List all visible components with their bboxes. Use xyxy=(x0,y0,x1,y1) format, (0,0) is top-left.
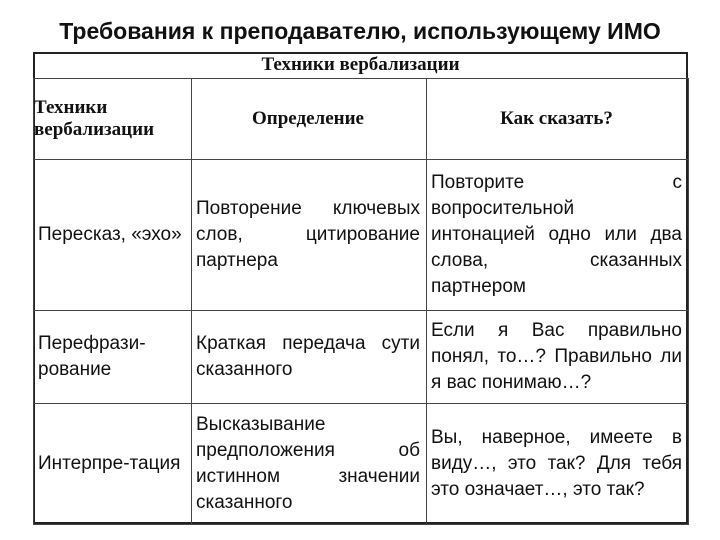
header-how-to-say: Как сказать? xyxy=(427,79,689,160)
verbalization-table xyxy=(33,78,689,525)
slide-title: Требования к преподавателю, использующему ИМО xyxy=(59,18,661,44)
term-cell: Пересказ, «эхо» xyxy=(34,160,192,311)
table-row xyxy=(34,404,689,525)
header-definition: Определение xyxy=(192,79,427,160)
table-header-row xyxy=(34,79,689,160)
how-cell: Если я Вас правильно понял, то…? Правильно ли я вас понимаю…? xyxy=(427,311,689,404)
term-cell: Перефрази-рование xyxy=(34,311,192,404)
definition-cell: Краткая передача сути сказанного xyxy=(192,311,427,404)
definition-cell: Высказывание предположения об истинном значении сказанного xyxy=(192,404,427,525)
how-cell: Вы, наверное, имеете в виду…, это так? Для тебя это означает…, это так? xyxy=(427,404,689,525)
how-cell: Повторите с вопросительной интонацией одно или два слова, сказанных партнером xyxy=(427,160,689,311)
table-band-title: Техники вербализации xyxy=(261,54,460,75)
header-techniques: Техники вербализации xyxy=(34,79,192,160)
verbalization-table-frame xyxy=(33,52,688,524)
table-row xyxy=(34,311,689,404)
definition-cell: Повторение ключевых слов, цитирование партнера xyxy=(192,160,427,311)
term-cell: Интерпре-тация xyxy=(34,404,192,525)
table-row xyxy=(34,160,689,311)
